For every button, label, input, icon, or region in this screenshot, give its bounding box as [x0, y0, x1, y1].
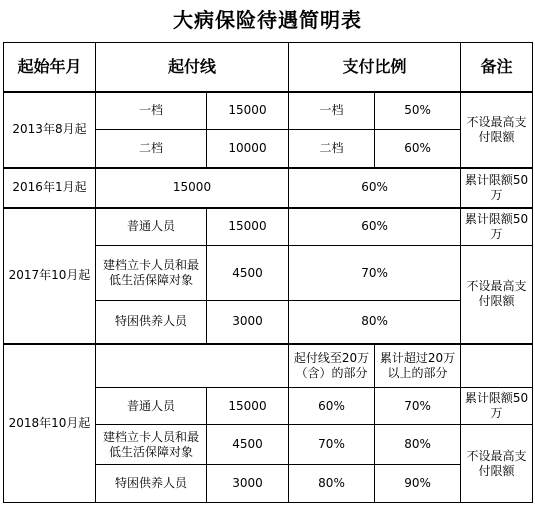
table-title: 大病保险待遇简明表: [173, 8, 362, 32]
period-cell: 2013年8月起: [4, 92, 96, 168]
tier-label: 一档: [96, 92, 207, 130]
group-label: 建档立卡人员和最低生活保障对象: [96, 425, 207, 465]
group-label: 特困供养人员: [96, 465, 207, 503]
note-cell: 累计限额50万: [461, 208, 533, 246]
group-label: 建档立卡人员和最低生活保障对象: [96, 246, 207, 301]
ratio-value: 90%: [375, 465, 461, 503]
table-row: [4, 208, 533, 246]
sub-header: 累计超过20万以上的部分: [375, 344, 461, 388]
threshold-value: 15000: [207, 92, 289, 130]
ratio-value: 70%: [289, 246, 461, 301]
header-threshold: 起付线: [96, 43, 289, 92]
ratio-value: 80%: [375, 425, 461, 465]
threshold-value: 15000: [96, 168, 289, 208]
ratio-value: 80%: [289, 301, 461, 344]
note-cell: 不设最高支付限额: [461, 92, 533, 168]
table-row: [4, 344, 533, 388]
ratio-value: 80%: [289, 465, 375, 503]
table-row: [4, 168, 533, 208]
note-cell: 累计限额50万: [461, 388, 533, 425]
period-cell: 2016年1月起: [4, 168, 96, 208]
insurance-table: [3, 42, 533, 503]
threshold-value: 15000: [207, 388, 289, 425]
sub-header: 起付线至20万（含）的部分: [289, 344, 375, 388]
tier-label: 二档: [96, 130, 207, 168]
period-cell: 2018年10月起: [4, 344, 96, 503]
ratio-value: 50%: [375, 92, 461, 130]
ratio-value: 60%: [289, 388, 375, 425]
note-cell: 累计限额50万: [461, 168, 533, 208]
header-period: 起始年月: [4, 43, 96, 92]
threshold-value: 15000: [207, 208, 289, 246]
tier-label: 二档: [289, 130, 375, 168]
threshold-value: 4500: [207, 425, 289, 465]
ratio-value: 70%: [289, 425, 375, 465]
group-label: 普通人员: [96, 208, 207, 246]
group-label: 特困供养人员: [96, 301, 207, 344]
threshold-value: 10000: [207, 130, 289, 168]
note-cell: 不设最高支付限额: [461, 425, 533, 503]
ratio-value: 60%: [375, 130, 461, 168]
group-label: 普通人员: [96, 388, 207, 425]
header-note: 备注: [461, 43, 533, 92]
note-cell: 不设最高支付限额: [461, 246, 533, 344]
threshold-value: 3000: [207, 465, 289, 503]
ratio-value: 60%: [289, 208, 461, 246]
tier-label: 一档: [289, 92, 375, 130]
period-cell: 2017年10月起: [4, 208, 96, 344]
blank-cell: [461, 344, 533, 388]
blank-cell: [96, 344, 289, 388]
table-row: [4, 92, 533, 130]
ratio-value: 60%: [289, 168, 461, 208]
threshold-value: 3000: [207, 301, 289, 344]
header-ratio: 支付比例: [289, 43, 461, 92]
ratio-value: 70%: [375, 388, 461, 425]
threshold-value: 4500: [207, 246, 289, 301]
